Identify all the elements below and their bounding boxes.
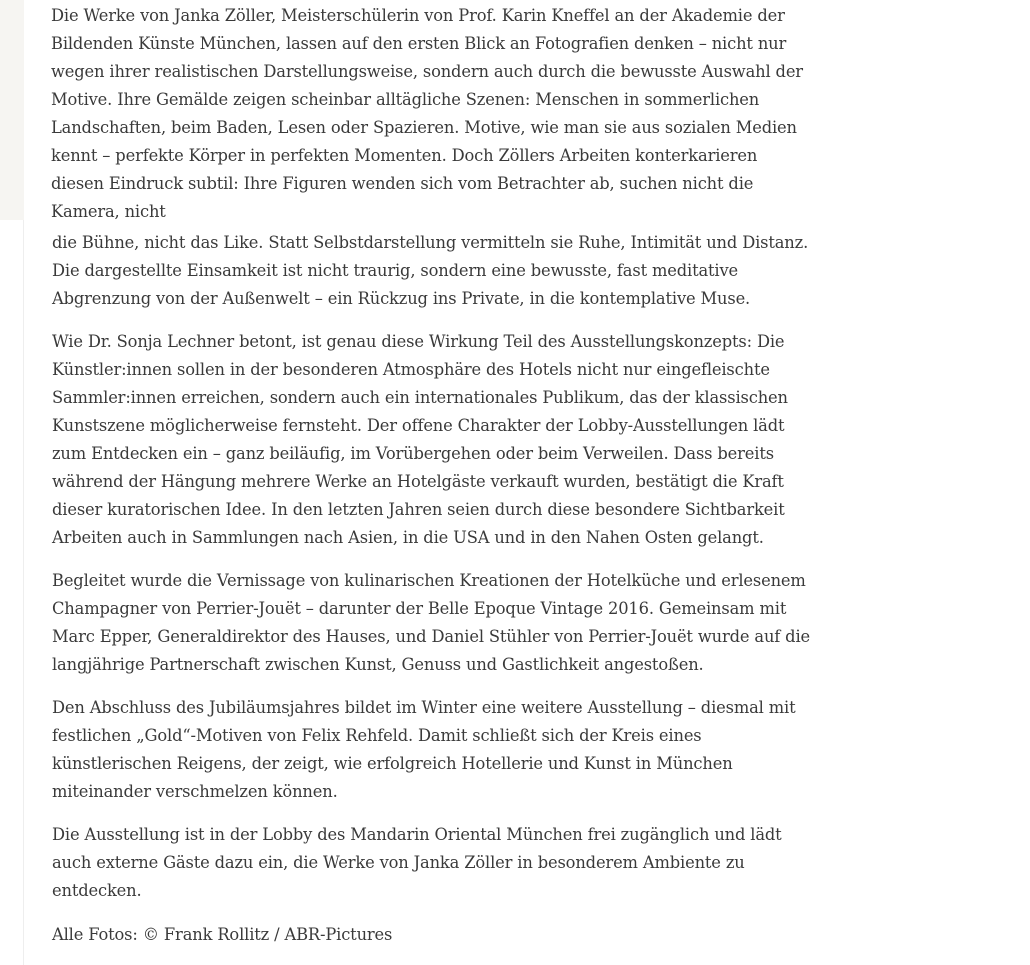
paragraph-year-closing: Den Abschluss des Jubiläumsjahres bildet im Winter eine weitere Ausstellung – diesmal mit festlichen „Gold“-Motiven von Felix Rehfeld. Damit schließt sich der Kreis eines künstlerischen Reigens, der zeigt, wie erfolgreich Hotellerie und Kunst in München miteinander verschmelzen können.: [52, 698, 796, 801]
paragraph-exhibition-concept: Wie Dr. Sonja Lechner betont, ist genau diese Wirkung Teil des Ausstellungskonzepts: Die Künstler:innen sollen in der besonderen Atmosphäre des Hotels nicht nur eingefleischte Sammler:innen erreichen, sondern auch ein internationales Publikum, das der klassischen Kunstszene möglicherweise fernsteht. Der offene Charakter der Lobby-Ausstellungen lädt zum Entdecken ein – ganz beiläufig, im Vorübergehen oder beim Verweilen. Dass bereits während der Hängung mehrere Werke an Hotelgäste verkauft wurden, bestätigt die Kraft dieser kuratorischen Idee. In den letzten Jahren seien durch diese besondere Sichtbarkeit Arbeiten auch in Sammlungen nach Asien, in die USA und in den Nahen Osten gelangt.: [52, 332, 788, 547]
paragraph-artist-intro-continued: die Bühne, nicht das Like. Statt Selbstdarstellung vermitteln sie Ruhe, Intimität und Distanz. Die dargestellte Einsamkeit ist nicht traurig, sondern eine bewusste, fast meditative Abgrenzung von der Außenwelt – ein Rückzug ins Private, in die kontemplative Muse.: [52, 233, 809, 308]
paragraph-access-info: Die Ausstellung ist in der Lobby des Mandarin Oriental München frei zugänglich und lädt auch externe Gäste dazu ein, die Werke von Janka Zöller in besonderem Ambiente zu entdecken.: [52, 825, 782, 900]
photo-credit: Alle Fotos: © Frank Rollitz / ABR-Pictures: [52, 925, 393, 944]
sidebar-divider: [23, 220, 24, 965]
sidebar-background: [0, 0, 24, 220]
paragraph-vernissage: Begleitet wurde die Vernissage von kulinarischen Kreationen der Hotelküche und erlesenem Champagner von Perrier-Jouët – darunter der Belle Epoque Vintage 2016. Gemeinsam mit Marc Epper, Generaldirektor des Hauses, und Daniel Stühler von Perrier-Jouët wurde auf die langjährige Partnerschaft zwischen Kunst, Genuss und Gastlichkeit angestoßen.: [52, 571, 810, 674]
article-body: [51, 2, 811, 964]
paragraph-artist-intro: Die Werke von Janka Zöller, Meisterschülerin von Prof. Karin Kneffel an der Akademie der Bildenden Künste München, lassen auf den ersten Blick an Fotografien denken – nicht nur wegen ihrer realistischen Darstellungsweise, sondern auch durch die bewusste Auswahl der Motive. Ihre Gemälde zeigen scheinbar alltägliche Szenen: Menschen in sommerlichen Landschaften, beim Baden, Lesen oder Spazieren. Motive, wie man sie aus sozialen Medien kennt – perfekte Körper in perfekten Momenten. Doch Zöllers Arbeiten konterkarieren diesen Eindruck subtil: Ihre Figuren wenden sich vom Betrachter ab, suchen nicht die Kamera, nicht: [51, 6, 803, 221]
